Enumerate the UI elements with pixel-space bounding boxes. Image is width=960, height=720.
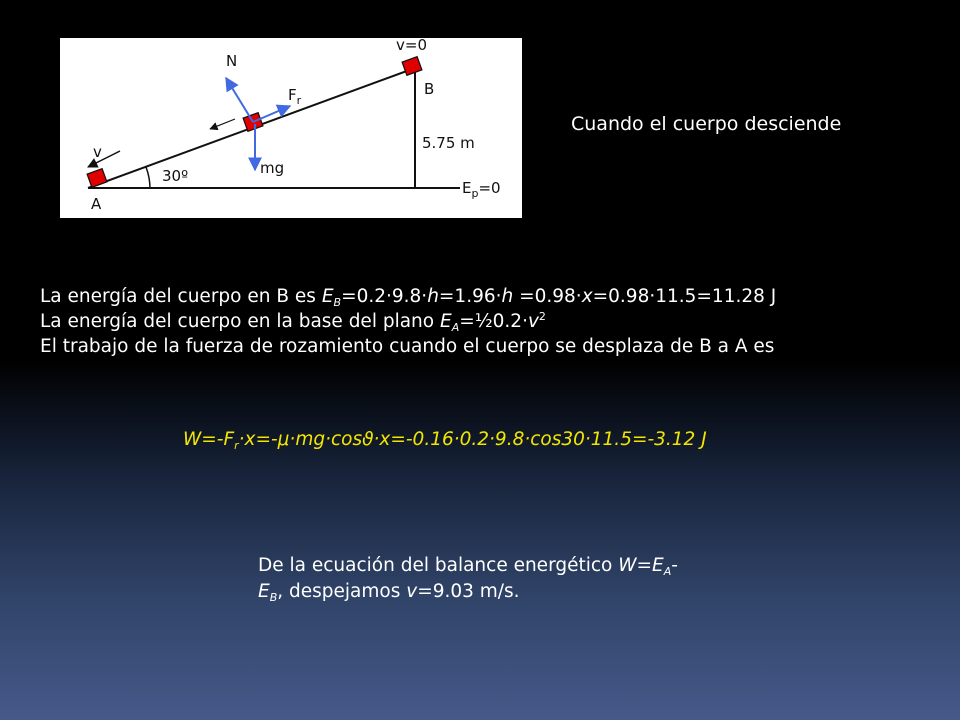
symbol-v: v	[527, 311, 539, 332]
symbol-w: W=E	[618, 555, 664, 576]
label-angle: 30º	[162, 167, 189, 185]
text: La energía del cuerpo en la base del plano	[40, 311, 440, 332]
symbol-h: h	[427, 286, 439, 307]
text: =0.2·9.8·	[341, 286, 428, 307]
text: De la ecuación del balance energético	[258, 555, 619, 576]
text: =½0.2·	[459, 311, 528, 332]
text: =1.96·	[438, 286, 502, 307]
subscript: B	[269, 591, 278, 604]
normal-force-arrow	[226, 78, 253, 122]
subscript: r	[234, 439, 239, 452]
text: =0.98·11.5=11.28 J	[592, 286, 777, 307]
formula-start: W=-F	[183, 429, 235, 450]
label-fr	[288, 86, 302, 107]
subscript: A	[451, 321, 460, 334]
friction-work-line: El trabajo de la fuerza de rozamiento cuando el cuerpo se desplaza de B a A es	[40, 336, 775, 357]
inclined-plane-diagram	[60, 38, 522, 218]
text: =0.98·	[513, 286, 582, 307]
label-ep	[462, 179, 501, 200]
friction-work-formula	[183, 429, 707, 450]
label-ep-sub: p	[471, 187, 479, 200]
symbol-e: E	[439, 311, 452, 332]
label-fr-sub: r	[296, 94, 302, 107]
text: =9.03 m/s.	[417, 581, 520, 602]
symbol-h: h	[501, 286, 514, 307]
motion-direction-arrow	[210, 119, 235, 129]
label-n: N	[226, 52, 238, 70]
symbol-e: E	[258, 581, 270, 602]
label-mg: mg	[260, 159, 285, 177]
label-v-zero: v=0	[396, 38, 427, 54]
text: La energía del cuerpo en B es	[40, 286, 322, 307]
label-ep-main: E	[462, 179, 472, 197]
label-b: B	[424, 80, 435, 98]
text: , despejamos	[277, 581, 407, 602]
energy-b-line	[40, 284, 776, 309]
label-a: A	[91, 195, 102, 213]
subscript: B	[333, 296, 342, 309]
block-a	[87, 169, 107, 188]
label-ep-rest: =0	[478, 179, 501, 197]
energy-paragraph	[40, 284, 776, 359]
energy-a-line	[40, 309, 776, 334]
label-fr-main: F	[288, 86, 297, 104]
label-height: 5.75 m	[422, 134, 475, 152]
caption-descending: Cuando el cuerpo desciende	[571, 113, 842, 135]
energy-balance-text	[258, 553, 678, 605]
angle-arc	[146, 167, 150, 188]
symbol-x: x	[581, 286, 593, 307]
symbol-v: v	[406, 581, 418, 602]
label-v: v	[93, 143, 102, 161]
inclined-plane-figure	[60, 38, 522, 218]
symbol-e: E	[321, 286, 334, 307]
superscript: 2	[538, 310, 546, 323]
formula-rest: ·x=-μ·mg·cosϑ·x=-0.16·0.2·9.8·cos30·11.5=-3.12 J	[238, 429, 707, 450]
text: -	[671, 555, 678, 576]
subscript: A	[663, 565, 672, 578]
